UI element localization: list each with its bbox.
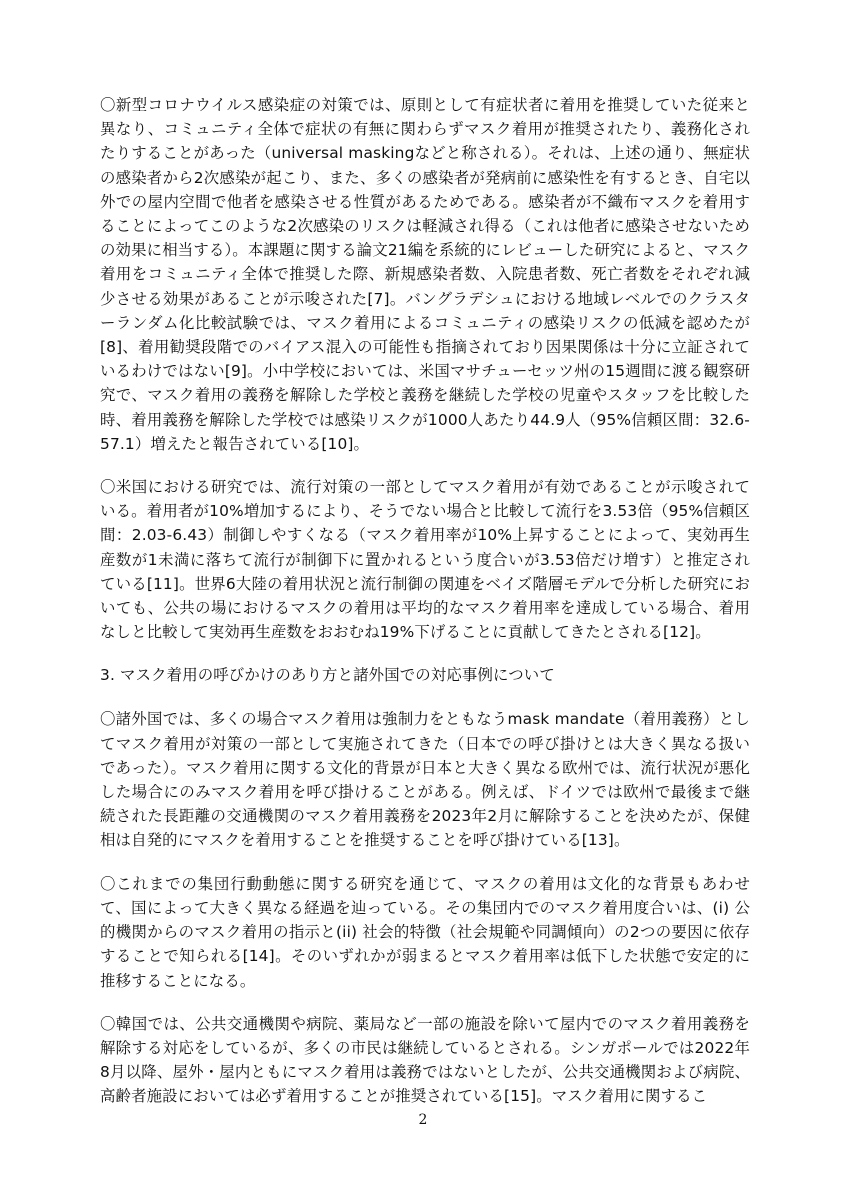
paragraph-collective-behavior: 〇これまでの集団行動動態に関する研究を通じて、マスクの着用は文化的な背景もあわせて、国によって大きく異なる経過を辿っている。その集団内でのマスク着用度合いは、(i) 公的機関からのマスク着用の指示と(ii) 社会的特徴（社会規範や同調傾向）の2つの要因に依存することで知られる[14]。そのいずれかが弱まるとマスク着用率は低下した状態で安定的に推移することになる。 [100, 874, 750, 990]
section-heading: 3. マスク着用の呼びかけのあり方と諸外国での対応事例について [100, 666, 555, 685]
paragraph-us-study: 〇米国における研究では、流行対策の一部としてマスク着用が有効であることが示唆されている。着用者が10%増加するにより、そうでない場合と比較して流行を3.53倍（95%信頼区間：2.03-6.43）制御しやすくなる（マスク着用率が10%上昇することによって、実効再生産数が1未満に落ちて流行が制御下に置かれるという度合いが3.53倍だけ増す）と推定されている[11]。世界6大陸の着用状況と流行制御の関連をベイズ階層モデルで分析した研究においても、公共の場におけるマスクの着用は平均的なマスク着用率を達成している場合、着用なしと比較して実効再生産数をおおむね19%下げることに貢献してきたとされる[12]。 [100, 478, 750, 642]
page-number: 2 [418, 1112, 428, 1128]
document-body [100, 93, 750, 1128]
paragraph-universal-masking: 〇新型コロナウイルス感染症の対策では、原則として有症状者に着用を推奨していた従来と異なり、コミュニティ全体で症状の有無に関わらずマスク着用が推奨されたり、義務化されたりすることがあった（universal maskingなどと称される）。それは、上述の通り、無症状の感染者から2次感染が起こり、また、多くの感染者が発病前に感染性を有するとき、自宅以外での屋内空間で他者を感染させる性質があるためである。感染者が不織布マスクを着用することによってこのような2次感染のリスクは軽減され得る（これは他者に感染させないための効果に相当する）。本課題に関する論文21編を系統的にレビューした研究によると、マスク着用をコミュニティ全体で推奨した際、新規感染者数、入院患者数、死亡者数をそれぞれ減少させる効果があることが示唆された[7]。バングラデシュにおける地域レベルでのクラスターランダム化比較試験では、マスク着用によるコミュニティの感染リスクの低減を認めたが[8]、着用勧奨段階でのバイアス混入の可能性も指摘されており因果関係は十分に立証されているわけではない[9]。小中学校においては、米国マサチューセッツ州の15週間に渡る観察研究で、マスク着用の義務を解除した学校と義務を継続した学校の児童やスタッフを比較した時、着用義務を解除した学校では感染リスクが1000人あたり44.9人（95%信頼区間：32.6-57.1）増えたと報告されている[10]。 [100, 96, 750, 453]
paragraph-korea-singapore: 〇韓国では、公共交通機関や病院、薬局など一部の施設を除いて屋内でのマスク着用義務を解除する対応をしているが、多くの市民は継続しているとされる。シンガポールでは2022年8月以降、屋外・屋内ともにマスク着用は義務ではないとしたが、公共交通機関および病院、高齢者施設においては必ず着用することが推奨されている[15]。マスク着用に関するこ [100, 1014, 750, 1106]
paragraph-mask-mandate: 〇諸外国では、多くの場合マスク着用は強制力をともなうmask mandate（着用義務）としてマスク着用が対策の一部として実施されてきた（日本での呼び掛けとは大きく異なる扱いであった）。マスク着用に関する文化的背景が日本と大きく異なる欧州では、流行状況が悪化した場合にのみマスク着用を呼び掛けることがある。例えば、ドイツでは欧州で最後まで継続された長距離の交通機関のマスク着用義務を2023年2月に解除することを決めたが、保健相は自発的にマスクを着用することを推奨することを呼び掛けている[13]。 [100, 710, 750, 850]
